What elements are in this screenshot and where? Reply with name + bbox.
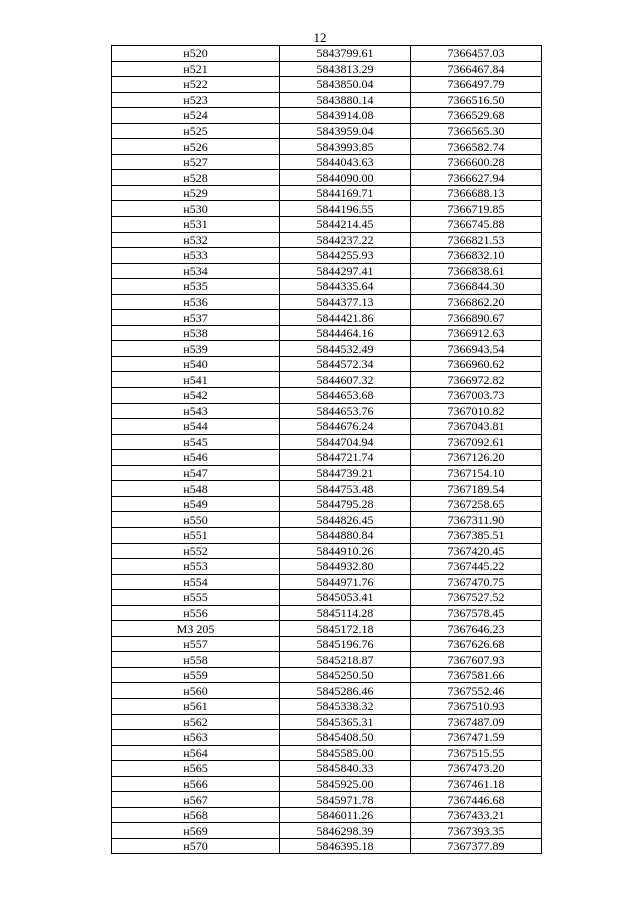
x-coordinate-cell: 5844297.41 <box>280 263 411 279</box>
point-id-cell: н529 <box>112 185 280 201</box>
y-coordinate-cell: 7367393.35 <box>411 823 542 839</box>
y-coordinate-cell: 7367126.20 <box>411 450 542 466</box>
point-id-cell: н540 <box>112 356 280 372</box>
x-coordinate-cell: 5846011.26 <box>280 807 411 823</box>
y-coordinate-cell: 7367377.89 <box>411 838 542 854</box>
table-row <box>112 419 542 435</box>
y-coordinate-cell: 7367420.45 <box>411 543 542 559</box>
point-id-cell: н570 <box>112 838 280 854</box>
y-coordinate-cell: 7367607.93 <box>411 652 542 668</box>
table-row <box>112 388 542 404</box>
y-coordinate-cell: 7367487.09 <box>411 714 542 730</box>
x-coordinate-cell: 5844214.45 <box>280 217 411 233</box>
table-row <box>112 730 542 746</box>
table-row <box>112 185 542 201</box>
y-coordinate-cell: 7367581.66 <box>411 667 542 683</box>
point-id-cell: н563 <box>112 730 280 746</box>
x-coordinate-cell: 5844464.16 <box>280 325 411 341</box>
point-id-cell: н549 <box>112 496 280 512</box>
x-coordinate-cell: 5843813.29 <box>280 61 411 77</box>
y-coordinate-cell: 7366529.68 <box>411 108 542 124</box>
x-coordinate-cell: 5843993.85 <box>280 139 411 155</box>
table-row <box>112 652 542 668</box>
y-coordinate-cell: 7367515.55 <box>411 745 542 761</box>
x-coordinate-cell: 5844653.76 <box>280 403 411 419</box>
x-coordinate-cell: 5844826.45 <box>280 512 411 528</box>
x-coordinate-cell: 5843850.04 <box>280 77 411 93</box>
y-coordinate-cell: 7367446.68 <box>411 792 542 808</box>
x-coordinate-cell: 5844532.49 <box>280 341 411 357</box>
table-row <box>112 170 542 186</box>
point-id-cell: н542 <box>112 388 280 404</box>
y-coordinate-cell: 7366719.85 <box>411 201 542 217</box>
point-id-cell: н536 <box>112 294 280 310</box>
table-row <box>112 496 542 512</box>
point-id-cell: н551 <box>112 527 280 543</box>
y-coordinate-cell: 7366890.67 <box>411 310 542 326</box>
x-coordinate-cell: 5844739.21 <box>280 465 411 481</box>
coordinates-table-body <box>112 46 542 854</box>
y-coordinate-cell: 7367189.54 <box>411 481 542 497</box>
y-coordinate-cell: 7367385.51 <box>411 527 542 543</box>
y-coordinate-cell: 7366516.50 <box>411 92 542 108</box>
x-coordinate-cell: 5844335.64 <box>280 279 411 295</box>
y-coordinate-cell: 7367311.90 <box>411 512 542 528</box>
table-row <box>112 201 542 217</box>
point-id-cell: н544 <box>112 419 280 435</box>
point-id-cell: н565 <box>112 761 280 777</box>
x-coordinate-cell: 5844572.34 <box>280 356 411 372</box>
table-row <box>112 263 542 279</box>
y-coordinate-cell: 7366943.54 <box>411 341 542 357</box>
y-coordinate-cell: 7366832.10 <box>411 248 542 264</box>
table-row <box>112 636 542 652</box>
table-row <box>112 434 542 450</box>
point-id-cell: н531 <box>112 217 280 233</box>
table-row <box>112 279 542 295</box>
point-id-cell: н538 <box>112 325 280 341</box>
y-coordinate-cell: 7366844.30 <box>411 279 542 295</box>
point-id-cell: н527 <box>112 154 280 170</box>
y-coordinate-cell: 7367473.20 <box>411 761 542 777</box>
point-id-cell: н557 <box>112 636 280 652</box>
x-coordinate-cell: 5844237.22 <box>280 232 411 248</box>
table-row <box>112 574 542 590</box>
x-coordinate-cell: 5844721.74 <box>280 450 411 466</box>
x-coordinate-cell: 5843799.61 <box>280 46 411 62</box>
x-coordinate-cell: 5843914.08 <box>280 108 411 124</box>
table-row <box>112 325 542 341</box>
table-row <box>112 667 542 683</box>
point-id-cell: н567 <box>112 792 280 808</box>
point-id-cell: н553 <box>112 559 280 575</box>
table-row <box>112 61 542 77</box>
x-coordinate-cell: 5845196.76 <box>280 636 411 652</box>
y-coordinate-cell: 7366600.28 <box>411 154 542 170</box>
x-coordinate-cell: 5844910.26 <box>280 543 411 559</box>
y-coordinate-cell: 7367043.81 <box>411 419 542 435</box>
point-id-cell: н523 <box>112 92 280 108</box>
x-coordinate-cell: 5844255.93 <box>280 248 411 264</box>
point-id-cell: н520 <box>112 46 280 62</box>
y-coordinate-cell: 7367578.45 <box>411 605 542 621</box>
x-coordinate-cell: 5844169.71 <box>280 185 411 201</box>
point-id-cell: н524 <box>112 108 280 124</box>
table-row <box>112 605 542 621</box>
x-coordinate-cell: 5845925.00 <box>280 776 411 792</box>
x-coordinate-cell: 5843880.14 <box>280 92 411 108</box>
y-coordinate-cell: 7366838.61 <box>411 263 542 279</box>
table-row <box>112 512 542 528</box>
x-coordinate-cell: 5844880.84 <box>280 527 411 543</box>
x-coordinate-cell: 5845250.50 <box>280 667 411 683</box>
y-coordinate-cell: 7366582.74 <box>411 139 542 155</box>
point-id-cell: н568 <box>112 807 280 823</box>
y-coordinate-cell: 7366467.84 <box>411 61 542 77</box>
point-id-cell: н548 <box>112 481 280 497</box>
point-id-cell: н534 <box>112 263 280 279</box>
x-coordinate-cell: 5845365.31 <box>280 714 411 730</box>
page-number: 12 <box>313 30 327 45</box>
y-coordinate-cell: 7366912.63 <box>411 325 542 341</box>
x-coordinate-cell: 5844043.63 <box>280 154 411 170</box>
point-id-cell: н521 <box>112 61 280 77</box>
table-row <box>112 776 542 792</box>
point-id-cell: н528 <box>112 170 280 186</box>
table-row <box>112 559 542 575</box>
table-row <box>112 761 542 777</box>
x-coordinate-cell: 5844932.80 <box>280 559 411 575</box>
y-coordinate-cell: 7367092.61 <box>411 434 542 450</box>
point-id-cell: н561 <box>112 698 280 714</box>
table-row <box>112 92 542 108</box>
point-id-cell: н566 <box>112 776 280 792</box>
point-id-cell: н547 <box>112 465 280 481</box>
table-row <box>112 683 542 699</box>
x-coordinate-cell: 5844704.94 <box>280 434 411 450</box>
table-row <box>112 403 542 419</box>
y-coordinate-cell: 7367003.73 <box>411 388 542 404</box>
point-id-cell: н541 <box>112 372 280 388</box>
x-coordinate-cell: 5844421.86 <box>280 310 411 326</box>
y-coordinate-cell: 7366972.82 <box>411 372 542 388</box>
y-coordinate-cell: 7367010.82 <box>411 403 542 419</box>
x-coordinate-cell: 5845971.78 <box>280 792 411 808</box>
y-coordinate-cell: 7366862.20 <box>411 294 542 310</box>
y-coordinate-cell: 7367646.23 <box>411 621 542 637</box>
x-coordinate-cell: 5844653.68 <box>280 388 411 404</box>
x-coordinate-cell: 5846298.39 <box>280 823 411 839</box>
table-row <box>112 217 542 233</box>
table-row <box>112 248 542 264</box>
y-coordinate-cell: 7367445.22 <box>411 559 542 575</box>
x-coordinate-cell: 5845053.41 <box>280 590 411 606</box>
point-id-cell: н559 <box>112 667 280 683</box>
point-id-cell: н554 <box>112 574 280 590</box>
table-row <box>112 838 542 854</box>
x-coordinate-cell: 5844090.00 <box>280 170 411 186</box>
table-row <box>112 481 542 497</box>
y-coordinate-cell: 7366688.13 <box>411 185 542 201</box>
point-id-cell: н533 <box>112 248 280 264</box>
table-row <box>112 310 542 326</box>
y-coordinate-cell: 7366457.03 <box>411 46 542 62</box>
point-id-cell: н525 <box>112 123 280 139</box>
y-coordinate-cell: 7367258.65 <box>411 496 542 512</box>
table-row <box>112 792 542 808</box>
x-coordinate-cell: 5846395.18 <box>280 838 411 854</box>
point-id-cell: н569 <box>112 823 280 839</box>
point-id-cell: н555 <box>112 590 280 606</box>
y-coordinate-cell: 7367461.18 <box>411 776 542 792</box>
y-coordinate-cell: 7366821.53 <box>411 232 542 248</box>
point-id-cell: н560 <box>112 683 280 699</box>
table-row <box>112 294 542 310</box>
table-row <box>112 465 542 481</box>
point-id-cell: н562 <box>112 714 280 730</box>
y-coordinate-cell: 7367527.52 <box>411 590 542 606</box>
table-row <box>112 527 542 543</box>
x-coordinate-cell: 5845585.00 <box>280 745 411 761</box>
table-row <box>112 232 542 248</box>
point-id-cell: н545 <box>112 434 280 450</box>
table-row <box>112 621 542 637</box>
x-coordinate-cell: 5845408.50 <box>280 730 411 746</box>
table-row <box>112 356 542 372</box>
y-coordinate-cell: 7366497.79 <box>411 77 542 93</box>
table-row <box>112 745 542 761</box>
point-id-cell: н552 <box>112 543 280 559</box>
table-row <box>112 590 542 606</box>
point-id-cell: н550 <box>112 512 280 528</box>
y-coordinate-cell: 7366627.94 <box>411 170 542 186</box>
x-coordinate-cell: 5844607.32 <box>280 372 411 388</box>
table-row <box>112 108 542 124</box>
point-id-cell: н522 <box>112 77 280 93</box>
table-row <box>112 46 542 62</box>
x-coordinate-cell: 5845172.18 <box>280 621 411 637</box>
point-id-cell: н543 <box>112 403 280 419</box>
y-coordinate-cell: 7367471.59 <box>411 730 542 746</box>
table-row <box>112 139 542 155</box>
y-coordinate-cell: 7367510.93 <box>411 698 542 714</box>
y-coordinate-cell: 7367552.46 <box>411 683 542 699</box>
x-coordinate-cell: 5845840.33 <box>280 761 411 777</box>
table-row <box>112 698 542 714</box>
point-id-cell: н530 <box>112 201 280 217</box>
table-row <box>112 823 542 839</box>
y-coordinate-cell: 7367154.10 <box>411 465 542 481</box>
point-id-cell: н558 <box>112 652 280 668</box>
x-coordinate-cell: 5844676.24 <box>280 419 411 435</box>
x-coordinate-cell: 5844795.28 <box>280 496 411 512</box>
table-row <box>112 123 542 139</box>
y-coordinate-cell: 7367433.21 <box>411 807 542 823</box>
table-row <box>112 372 542 388</box>
point-id-cell: н535 <box>112 279 280 295</box>
table-row <box>112 543 542 559</box>
x-coordinate-cell: 5845286.46 <box>280 683 411 699</box>
y-coordinate-cell: 7367626.68 <box>411 636 542 652</box>
point-id-cell: н532 <box>112 232 280 248</box>
point-id-cell: н537 <box>112 310 280 326</box>
table-row <box>112 450 542 466</box>
point-id-cell: н539 <box>112 341 280 357</box>
x-coordinate-cell: 5844971.76 <box>280 574 411 590</box>
x-coordinate-cell: 5844377.13 <box>280 294 411 310</box>
x-coordinate-cell: 5843959.04 <box>280 123 411 139</box>
table-row <box>112 154 542 170</box>
point-id-cell: н526 <box>112 139 280 155</box>
table-row <box>112 341 542 357</box>
table-row <box>112 807 542 823</box>
x-coordinate-cell: 5844753.48 <box>280 481 411 497</box>
y-coordinate-cell: 7366745.88 <box>411 217 542 233</box>
table-row <box>112 714 542 730</box>
x-coordinate-cell: 5845218.87 <box>280 652 411 668</box>
coordinates-table <box>111 45 542 854</box>
x-coordinate-cell: 5844196.55 <box>280 201 411 217</box>
point-id-cell: н546 <box>112 450 280 466</box>
point-id-cell: н556 <box>112 605 280 621</box>
point-id-cell: н564 <box>112 745 280 761</box>
x-coordinate-cell: 5845114.28 <box>280 605 411 621</box>
table-row <box>112 77 542 93</box>
y-coordinate-cell: 7366960.62 <box>411 356 542 372</box>
y-coordinate-cell: 7366565.30 <box>411 123 542 139</box>
x-coordinate-cell: 5845338.32 <box>280 698 411 714</box>
point-id-cell: МЗ 205 <box>112 621 280 637</box>
y-coordinate-cell: 7367470.75 <box>411 574 542 590</box>
